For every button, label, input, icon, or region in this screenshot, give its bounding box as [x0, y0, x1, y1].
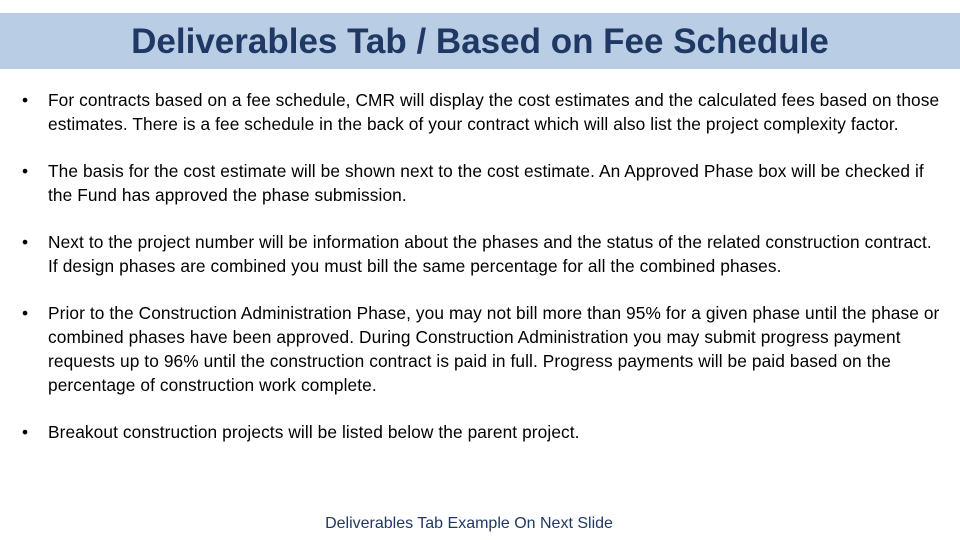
bullet-list [22, 88, 942, 444]
bullet-marker: • [22, 422, 29, 442]
bullet-marker: • [22, 232, 29, 252]
bullet-text: Breakout construction projects will be listed below the parent project. [48, 422, 580, 442]
slide-title: Deliverables Tab / Based on Fee Schedule [131, 21, 829, 61]
bullet-text: Next to the project number will be information about the phases and the status of the related construction contract. If design phases are combined you must bill the same percentage for all the combined phases. [48, 232, 932, 276]
bullet-item [22, 420, 942, 444]
bullet-text: Prior to the Construction Administration Phase, you may not bill more than 95% for a given phase until the phase or combined phases have been approved. During Construction Administration you may submit progress payment requests up to 96% until the construction contract is paid in full. Progress payments will be paid based on the percentage of construction work complete. [48, 303, 940, 395]
bullet-marker: • [22, 161, 29, 181]
bullet-marker: • [22, 303, 29, 323]
bullet-marker: • [22, 90, 29, 110]
bullet-text: For contracts based on a fee schedule, CMR will display the cost estimates and the calculated fees based on those estimates. There is a fee schedule in the back of your contract which will also list the project complexity factor. [48, 90, 940, 134]
bullet-item [22, 159, 942, 207]
bullet-item [22, 88, 942, 136]
bullet-text: The basis for the cost estimate will be shown next to the cost estimate. An Approved Phase box will be checked if the Fund has approved the phase submission. [48, 161, 924, 205]
bullet-item [22, 301, 942, 397]
next-slide-link[interactable]: Deliverables Tab Example On Next Slide [325, 515, 613, 532]
title-bar [0, 13, 960, 69]
bullet-item [22, 230, 942, 278]
